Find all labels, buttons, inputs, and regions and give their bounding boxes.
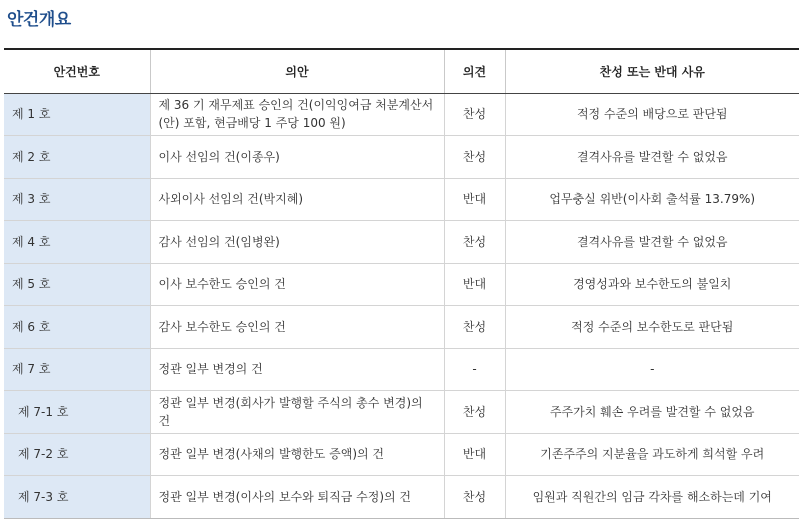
agenda-number: 제 7 호 (4, 348, 150, 391)
agenda-item: 정관 일부 변경(회사가 발행할 주식의 총수 변경)의 건 (150, 391, 444, 434)
vote-opinion: 찬성 (444, 476, 505, 519)
agenda-item: 감사 선임의 건(임병완) (150, 221, 444, 264)
vote-reason: 적정 수준의 보수한도로 판단됨 (505, 306, 799, 349)
vote-reason: - (505, 348, 799, 391)
vote-opinion: - (444, 348, 505, 391)
vote-reason: 업무충실 위반(이사회 출석률 13.79%) (505, 178, 799, 221)
vote-opinion: 찬성 (444, 136, 505, 179)
table-row (4, 221, 799, 264)
header-vote: 의견 (444, 49, 505, 93)
header-reason: 찬성 또는 반대 사유 (505, 49, 799, 93)
agenda-number: 제 7-2 호 (4, 433, 150, 476)
table-row (4, 93, 799, 136)
agenda-number: 제 7-3 호 (4, 476, 150, 519)
agenda-item: 사외이사 선임의 건(박지혜) (150, 178, 444, 221)
table-row (4, 178, 799, 221)
table-row (4, 433, 799, 476)
agenda-item: 정관 일부 변경(이사의 보수와 퇴직금 수정)의 건 (150, 476, 444, 519)
agenda-item: 이사 선임의 건(이종우) (150, 136, 444, 179)
agenda-item: 감사 보수한도 승인의 건 (150, 306, 444, 349)
agenda-number: 제 1 호 (4, 93, 150, 136)
agenda-number: 제 4 호 (4, 221, 150, 264)
vote-reason: 적정 수준의 배당으로 판단됨 (505, 93, 799, 136)
vote-opinion: 반대 (444, 178, 505, 221)
table-row (4, 476, 799, 519)
vote-reason: 주주가치 훼손 우려를 발견할 수 없었음 (505, 391, 799, 434)
table-row (4, 263, 799, 306)
table-header-row (4, 49, 799, 93)
table-row (4, 306, 799, 349)
vote-reason: 기존주주의 지분율을 과도하게 희석할 우려 (505, 433, 799, 476)
header-agenda-no: 안건번호 (4, 49, 150, 93)
agenda-item: 제 36 기 재무제표 승인의 건(이익잉여금 처분계산서(안) 포함, 현금배당 1 주당 100 원) (150, 93, 444, 136)
vote-opinion: 찬성 (444, 391, 505, 434)
table-row (4, 136, 799, 179)
agenda-number: 제 7-1 호 (4, 391, 150, 434)
vote-opinion: 반대 (444, 263, 505, 306)
vote-opinion: 찬성 (444, 306, 505, 349)
vote-reason: 결격사유를 발견할 수 없었음 (505, 136, 799, 179)
agenda-number: 제 2 호 (4, 136, 150, 179)
agenda-number: 제 6 호 (4, 306, 150, 349)
vote-reason: 결격사유를 발견할 수 없었음 (505, 221, 799, 264)
vote-opinion: 찬성 (444, 93, 505, 136)
vote-reason: 경영성과와 보수한도의 불일치 (505, 263, 799, 306)
vote-opinion: 반대 (444, 433, 505, 476)
vote-opinion: 찬성 (444, 221, 505, 264)
agenda-table (4, 48, 799, 519)
agenda-item: 정관 일부 변경의 건 (150, 348, 444, 391)
agenda-number: 제 3 호 (4, 178, 150, 221)
agenda-item: 이사 보수한도 승인의 건 (150, 263, 444, 306)
header-agenda-item: 의안 (150, 49, 444, 93)
page-title: 안건개요 (7, 10, 71, 30)
table-row (4, 348, 799, 391)
agenda-item: 정관 일부 변경(사채의 발행한도 증액)의 건 (150, 433, 444, 476)
table-row (4, 391, 799, 434)
vote-reason: 임원과 직원간의 임금 각차를 해소하는데 기여 (505, 476, 799, 519)
agenda-number: 제 5 호 (4, 263, 150, 306)
